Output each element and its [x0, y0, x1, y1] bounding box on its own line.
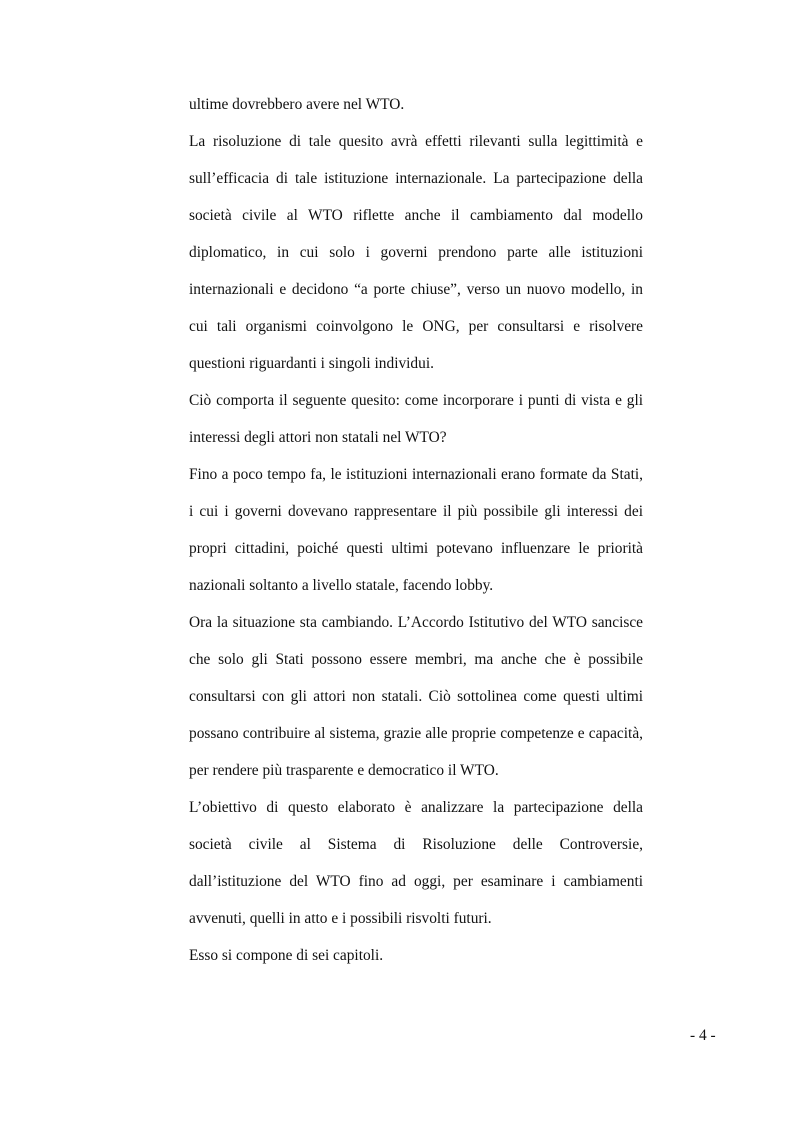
paragraph-1: ultime dovrebbero avere nel WTO. — [189, 96, 405, 113]
paragraph-6: L’obiettivo di questo elaborato è analizzare la partecipazione della società civile al Sistema di Risoluzione delle Controversie, dall’istituzione del WTO fino ad oggi, per esaminare i cambiamenti avvenuti, quelli in atto e i possibili risvolti futuri. — [189, 799, 643, 927]
page-number: - 4 - — [690, 1027, 716, 1044]
paragraph-3: Ciò comporta il seguente quesito: come incorporare i punti di vista e gli interessi degli attori non statali nel WTO? — [189, 392, 643, 446]
document-body — [189, 86, 643, 974]
paragraph-5: Ora la situazione sta cambiando. L’Accordo Istitutivo del WTO sancisce che solo gli Stati possono essere membri, ma anche che è possibile consultarsi con gli attori non statali. Ciò sottolinea come questi ultimi possano contribuire al sistema, grazie alle proprie competenze e capacità, per rendere più trasparente e democratico il WTO. — [189, 614, 643, 779]
paragraph-7: Esso si compone di sei capitoli. — [189, 947, 384, 964]
paragraph-4: Fino a poco tempo fa, le istituzioni internazionali erano formate da Stati, i cui i governi dovevano rappresentare il più possibile gli interessi dei propri cittadini, poiché questi ultimi potevano influenzare le priorità nazionali soltanto a livello statale, facendo lobby. — [189, 466, 643, 594]
paragraph-2: La risoluzione di tale quesito avrà effetti rilevanti sulla legittimità e sull’efficacia di tale istituzione internazionale. La partecipazione della società civile al WTO riflette anche il cambiamento dal modello diplomatico, in cui solo i governi prendono parte alle istituzioni internazionali e decidono “a porte chiuse”, verso un nuovo modello, in cui tali organismi coinvolgono le ONG, per consultarsi e risolvere questioni riguardanti i singoli individui. — [189, 133, 643, 372]
